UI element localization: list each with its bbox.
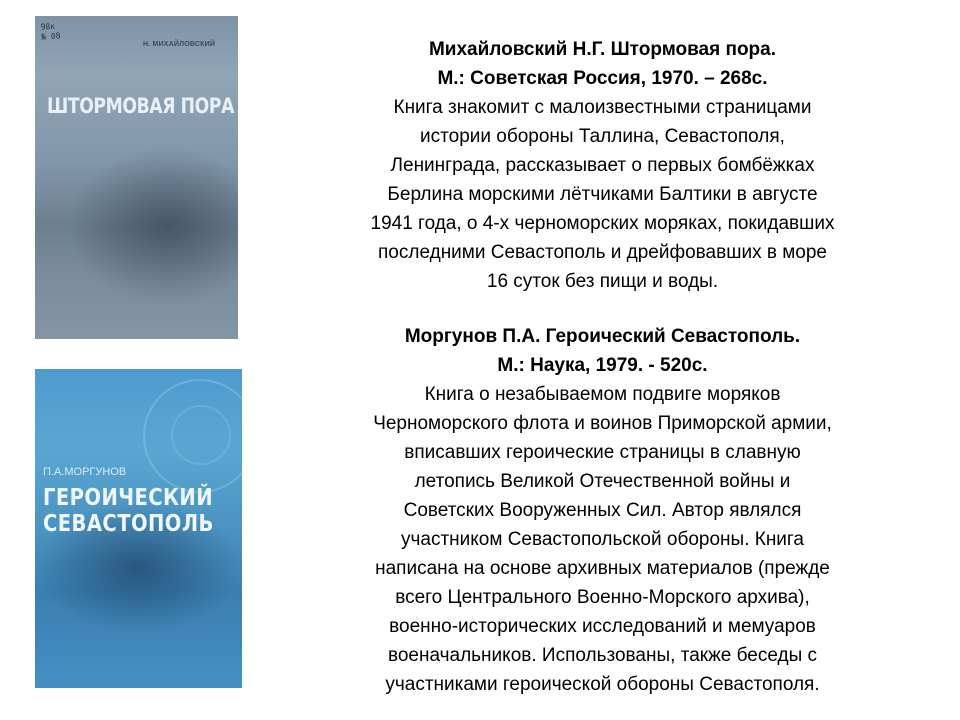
description-line: Ленинграда, рассказывает о первых бомбёжках [390,155,815,176]
cover-title-line: ГЕРОИЧЕСКИЙ [43,485,214,511]
cover-title-line: СЕВАСТОПОЛЬ [43,511,214,537]
description-line: Советских Вооруженных Сил. Автор являлся [403,500,802,521]
book-cover-shtormovaya-pora [35,16,238,339]
book-publication: М.: Наука, 1979. - 520с. [497,355,708,376]
description-line: военачальников. Использованы, также беседы с [387,645,818,666]
description-line: 16 суток без пищи и воды. [486,271,719,292]
stamp-line: № 08 [41,31,61,42]
book-publication: М.: Советская Россия, 1970. – 268с. [437,68,768,89]
description-line: участниками героической обороны Севастополя. [385,674,820,695]
cover-author: Н. МИХАЙЛОВСКИЙ [143,41,216,48]
book-heading: Михайловский Н.Г. Штормовая пора. [428,39,777,60]
description-line: Книга о незабываемом подвиге моряков [424,384,781,405]
description-line: летопись Великой Отечественной войны и [414,471,791,492]
description-line: Берлина морскими лётчиками Балтики в августе [387,184,818,205]
description-line: 1941 года, о 4-х черноморских моряках, покидавших [370,213,835,234]
cover-title: ШТОРМОВАЯ ПОРА [47,94,235,118]
book-description-block [300,35,905,296]
description-line: Черноморского флота и воинов Приморской армии, [373,413,832,434]
description-line: участником Севастопольской обороны. Книга [400,529,805,550]
description-line: написана на основе архивных материалов (прежде [375,558,830,579]
emblem-inner-ring [171,405,231,465]
book-heading: Моргунов П.А. Героический Севастополь. [404,326,801,347]
description-line: всего Центрального Военно-Морского архива), [395,587,810,608]
description-line: Книга знакомит с малоизвестными страницами [393,97,812,118]
book-description-block [300,322,905,699]
description-line: последними Севастополь и дрейфовавших в море [378,242,827,263]
library-stamp [40,21,61,42]
book-cover-geroicheskiy-sevastopol [35,369,242,688]
stamp-line: 98к [40,21,56,32]
description-line: военно-исторических исследований и мемуаров [389,616,816,637]
description-line: вписавших героические страницы в славную [404,442,801,463]
description-line: истории обороны Таллина, Севастополя, [420,126,785,147]
cover-author: П.А.МОРГУНОВ [43,466,127,478]
